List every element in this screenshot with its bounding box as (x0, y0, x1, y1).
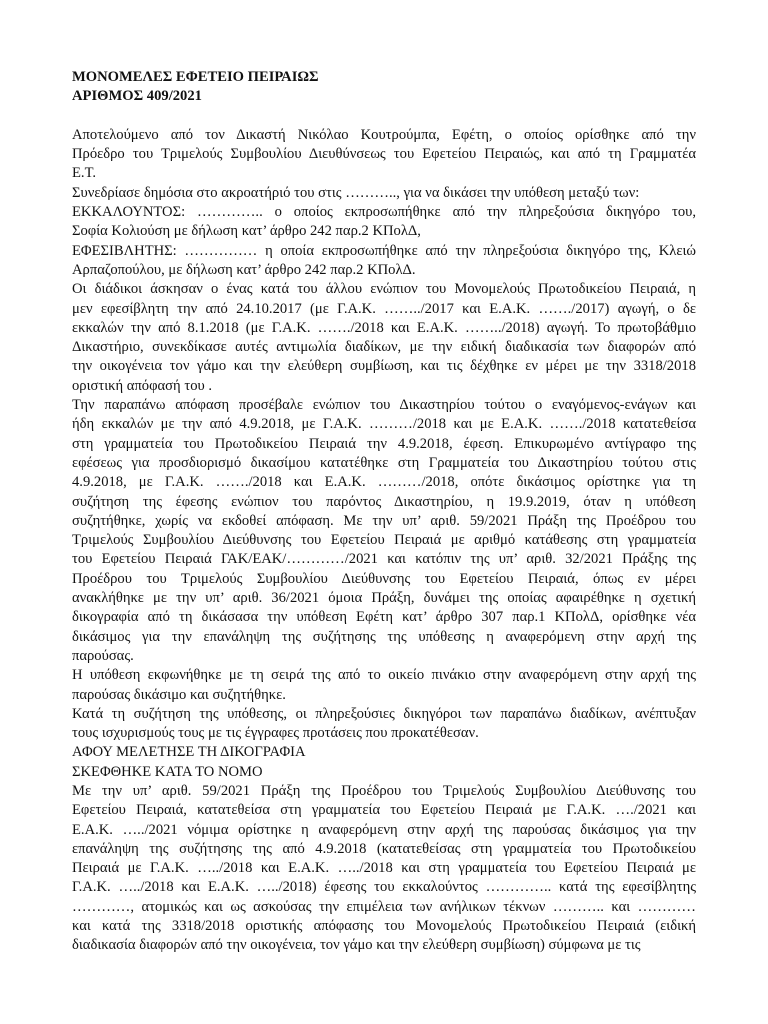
text-line: Αποτελούμενο από τον Δικαστή Νικόλαο Κουτρούμπα, Εφέτη, ο οποίος ορίσθηκε από την (72, 126, 696, 143)
text-line: Ε.Τ. (72, 165, 97, 182)
text-line: δικάσιμος για την επανάληψη της συζήτησης της υπόθεσης η αναφερόμενη στην αρχή της (72, 628, 696, 645)
text-line: …………, ατομικώς και ως ασκούσας την επιμέλεια των ανήλικων τέκνων ……….. και ………… (72, 898, 696, 915)
text-line: Η υπόθεση εκφωνήθηκε με τη σειρά της από το οικείο πινάκιο στην αναφερόμενη στην αρχή της (72, 667, 696, 684)
paragraph (72, 126, 696, 184)
text-line: ΕΚΚΑΛΟΥΝΤΟΣ: ………….. ο οποίος εκπροσωπήθηκε από την πληρεξούσια δικηγόρο του, (72, 204, 696, 221)
text-line: Αρπαζοπούλου, με δήλωση κατ’ άρθρο 242 παρ.2 ΚΠολΔ. (72, 261, 416, 278)
text-line: συζητήθηκε, χωρίς να εκδοθεί απόφαση. Με την υπ’ αριθ. 59/2021 Πράξη της Προέδρου του (72, 512, 696, 529)
text-line: ΣΚΕΦΘΗΚΕ ΚΑΤΑ ΤΟ ΝΟΜΟ (72, 763, 263, 780)
paragraph (72, 203, 696, 242)
document-body (72, 126, 696, 956)
text-line: Με την υπ’ αριθ. 59/2021 Πράξη της Προέδρου του Τριμελούς Συμβουλίου Διεύθυνσης του (72, 782, 696, 799)
text-line: μεν εφεσίβλητη την από 24.10.2017 (με Γ.Α.Κ. ……../2017 και Ε.Α.Κ. ……./2017) αγωγή, ο δε (72, 300, 696, 317)
text-line: επανάληψη της συζήτησης της από 4.9.2018 (κατατεθείσας στη γραμματεία του Πρωτοδικείου (72, 840, 696, 857)
text-line: εκκαλών την από 8.1.2018 (με Γ.Α.Κ. ……./2018 και Ε.Α.Κ. ……../2018) αγωγή. Το πρωτοβάθμιο (72, 319, 696, 336)
paragraph (72, 396, 696, 666)
text-line: Πρόεδρο του Τριμελούς Συμβουλίου Διευθύνσεως του Εφετείου Πειραιώς, και από τη Γραμματέα (72, 146, 696, 163)
spacer (72, 107, 696, 126)
text-line: Πειραιά με Γ.Α.Κ. …../2018 και Ε.Α.Κ. …../2018 και στη γραμματεία του Εφετείου Πειραιά με (72, 860, 696, 877)
text-line: Προέδρου του Τριμελούς Συμβουλίου Διεύθυνσης του Εφετείου Πειραιά, όπως εν μέρει (72, 570, 696, 587)
text-line: παρούσας. (72, 647, 134, 664)
text-line: παρούσας δικάσιμο και συζητήθηκε. (72, 686, 286, 703)
text-line: τους ισχυρισμούς τους με τις έγγραφες προτάσεις που προκατέθεσαν. (72, 725, 479, 742)
decision-number: ΑΡΙΘΜΟΣ 409/2021 (72, 88, 202, 105)
text-line: οριστική απόφασή του . (72, 377, 213, 394)
court-name: ΜΟΝΟΜΕΛΕΣ ΕΦΕΤΕΙΟ ΠΕΙΡΑΙΩΣ (72, 69, 319, 85)
paragraph (72, 184, 696, 203)
text-line: συζήτηση της έφεσης ενώπιον του παρόντος Δικαστηρίου, η 19.9.2019, όταν η υπόθεση (72, 493, 696, 510)
text-line: Ε.Α.Κ. …../2021 νόμιμα ορίστηκε η αναφερόμενη στην αρχή της παρούσας δικάσιμος για την (72, 821, 696, 838)
paragraph (72, 242, 696, 281)
text-line: Σοφία Κολιούση με δήλωση κατ’ άρθρο 242 παρ.2 ΚΠολΔ, (72, 223, 421, 240)
text-line: δικογραφία από τη δικάσασα την υπόθεση Εφέτη κατ’ άρθρο 307 παρ.1 ΚΠολΔ, ορίσθηκε νέα (72, 609, 696, 626)
paragraph (72, 782, 696, 956)
text-line: του Εφετείου Πειραιά ΓΑΚ/ΕΑΚ/…………/2021 και κατόπιν της υπ’ αριθ. 32/2021 Πράξης της (72, 551, 696, 568)
text-line: και κατά της 3318/2018 οριστικής απόφασης του Μονομελούς Πρωτοδικείου Πειραιά (ειδική (72, 918, 696, 935)
text-line: ανακλήθηκε με την υπ’ αριθ. 36/2021 όμοια Πράξη, δυνάμει της οποίας αφαιρέθηκε η σχετική (72, 590, 696, 607)
document-page (72, 68, 696, 956)
text-line: Γ.Α.Κ. …../2018 και Ε.Α.Κ. …../2018) έφεσης του εκκαλούντος ………….. κατά της εφεσίβλητης (72, 879, 696, 896)
text-line: Τριμελούς Συμβουλίου Διεύθυνσης του Εφετείου Πειραιά με αριθμό κατάθεσης στη γραμματεία (72, 532, 696, 549)
text-line: 4.9.2018, με Γ.Α.Κ. ……./2018 και Ε.Α.Κ. ………/2018, οπότε δικάσιμος ορίστηκε για τη (72, 474, 696, 491)
text-line: την οικογένεια τον γάμο και την ελεύθερη συμβίωση, και τις δέχθηκε εν μέρει με την 3318/2018 (72, 358, 696, 375)
paragraph (72, 705, 696, 744)
text-line: διαδικασία διαφορών από την οικογένεια, τον γάμο και την ελεύθερη συμβίωση) σύμφωνα με τις (72, 937, 641, 954)
text-line: Την παραπάνω απόφαση προσέβαλε ενώπιον του Δικαστηρίου τούτου ο εναγόμενος-ενάγων και (72, 397, 696, 414)
text-line: Συνεδρίασε δημόσια στο ακροατήριό του στις ……….., για να δικάσει την υπόθεση μεταξύ των: (72, 184, 640, 201)
paragraph (72, 743, 696, 762)
text-line: εφέσεως για προσδιορισμό δικασίμου κατατέθηκε στη Γραμματεία του Δικαστηρίου τούτου στις (72, 454, 696, 471)
text-line: στη γραμματεία του Πρωτοδικείου Πειραιά την 4.9.2018, έφεση. Επικυρωμένο αντίγραφο της (72, 435, 696, 452)
paragraph (72, 666, 696, 705)
paragraph (72, 763, 696, 782)
text-line: Κατά τη συζήτηση της υπόθεσης, οι πληρεξούσιες δικηγόροι των παραπάνω διαδίκων, ανέπτυξαν (72, 705, 696, 722)
text-line: Οι διάδικοι άσκησαν ο ένας κατά του άλλου ενώπιον του Μονομελούς Πρωτοδικείου Πειραιά, η (72, 281, 696, 298)
text-line: ΕΦΕΣΙΒΛΗΤΗΣ: …………… η οποία εκπροσωπήθηκε από την πληρεξούσια δικηγόρο της, Κλειώ (72, 242, 696, 259)
paragraph (72, 280, 696, 396)
text-line: ήδη εκκαλών με την από 4.9.2018, με Γ.Α.Κ. ………/2018 και με Ε.Α.Κ. ……./2018 κατατεθείσα (72, 416, 696, 433)
text-line: Δικαστήριο, συνεκδίκασε αυτές αντιμωλία διαδίκων, με την ειδική διαδικασία των διαφορών από (72, 339, 696, 356)
text-line: ΑΦΟΥ ΜΕΛΕΤΗΣΕ ΤΗ ΔΙΚΟΓΡΑΦΙΑ (72, 744, 306, 761)
text-line: Εφετείου Πειραιά, κατατεθείσα στη γραμματεία του Εφετείου Πειραιά με Γ.Α.Κ. …./2021 και (72, 802, 696, 819)
